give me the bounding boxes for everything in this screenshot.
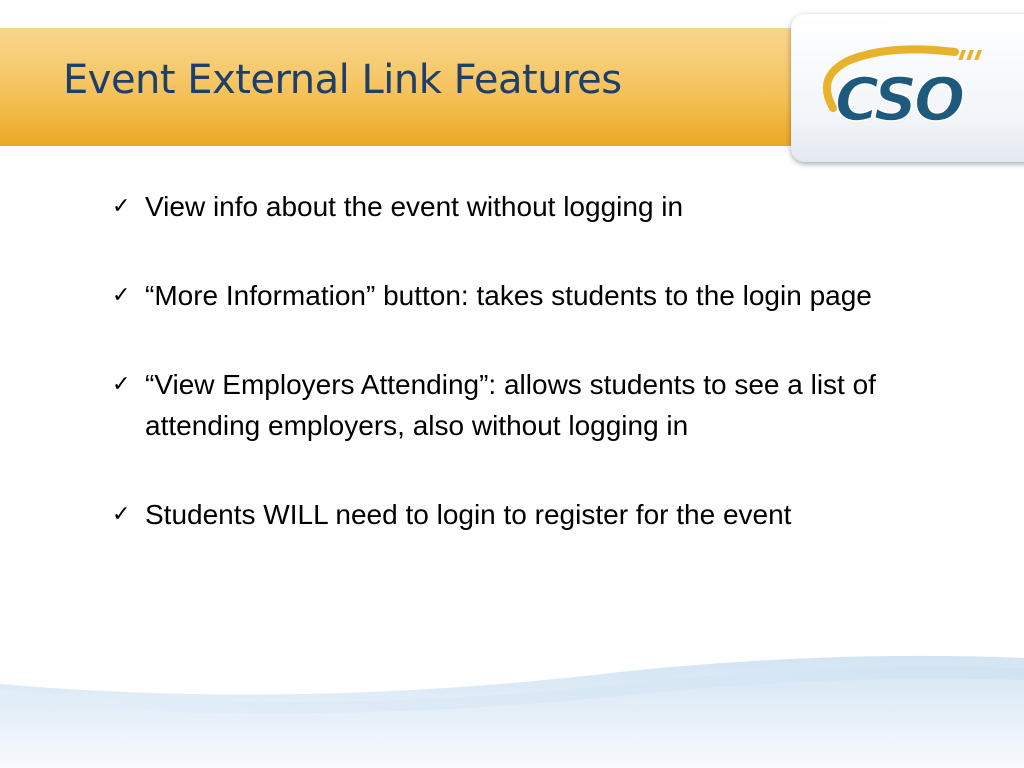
logo-bar xyxy=(958,50,966,60)
logo-bar xyxy=(966,50,974,60)
logo-text: CSO xyxy=(835,65,963,135)
slide-title: Event External Link Features xyxy=(63,57,622,103)
bullet-item xyxy=(112,364,972,446)
logo-bar xyxy=(974,50,982,60)
bullet-item xyxy=(112,186,972,227)
bullet-text: View info about the event without logging in xyxy=(145,191,684,222)
check-mark-icon: ✓ xyxy=(112,194,131,219)
bullet-text: “View Employers Attending”: allows students to see a list of attending employers, also without logging in xyxy=(145,369,876,441)
bullet-text: “More Information” button: takes students to the login page xyxy=(145,280,872,311)
bullet-item xyxy=(112,494,972,535)
check-mark-icon: ✓ xyxy=(112,372,131,397)
cso-logo xyxy=(805,36,1005,136)
bullet-text: Students WILL need to login to register for the event xyxy=(145,499,792,530)
logo-card xyxy=(791,14,1024,162)
bullet-item xyxy=(112,275,972,316)
bullet-list xyxy=(112,186,972,583)
check-mark-icon: ✓ xyxy=(112,502,131,527)
bottom-wave-decoration xyxy=(0,640,1024,768)
check-mark-icon: ✓ xyxy=(112,283,131,308)
